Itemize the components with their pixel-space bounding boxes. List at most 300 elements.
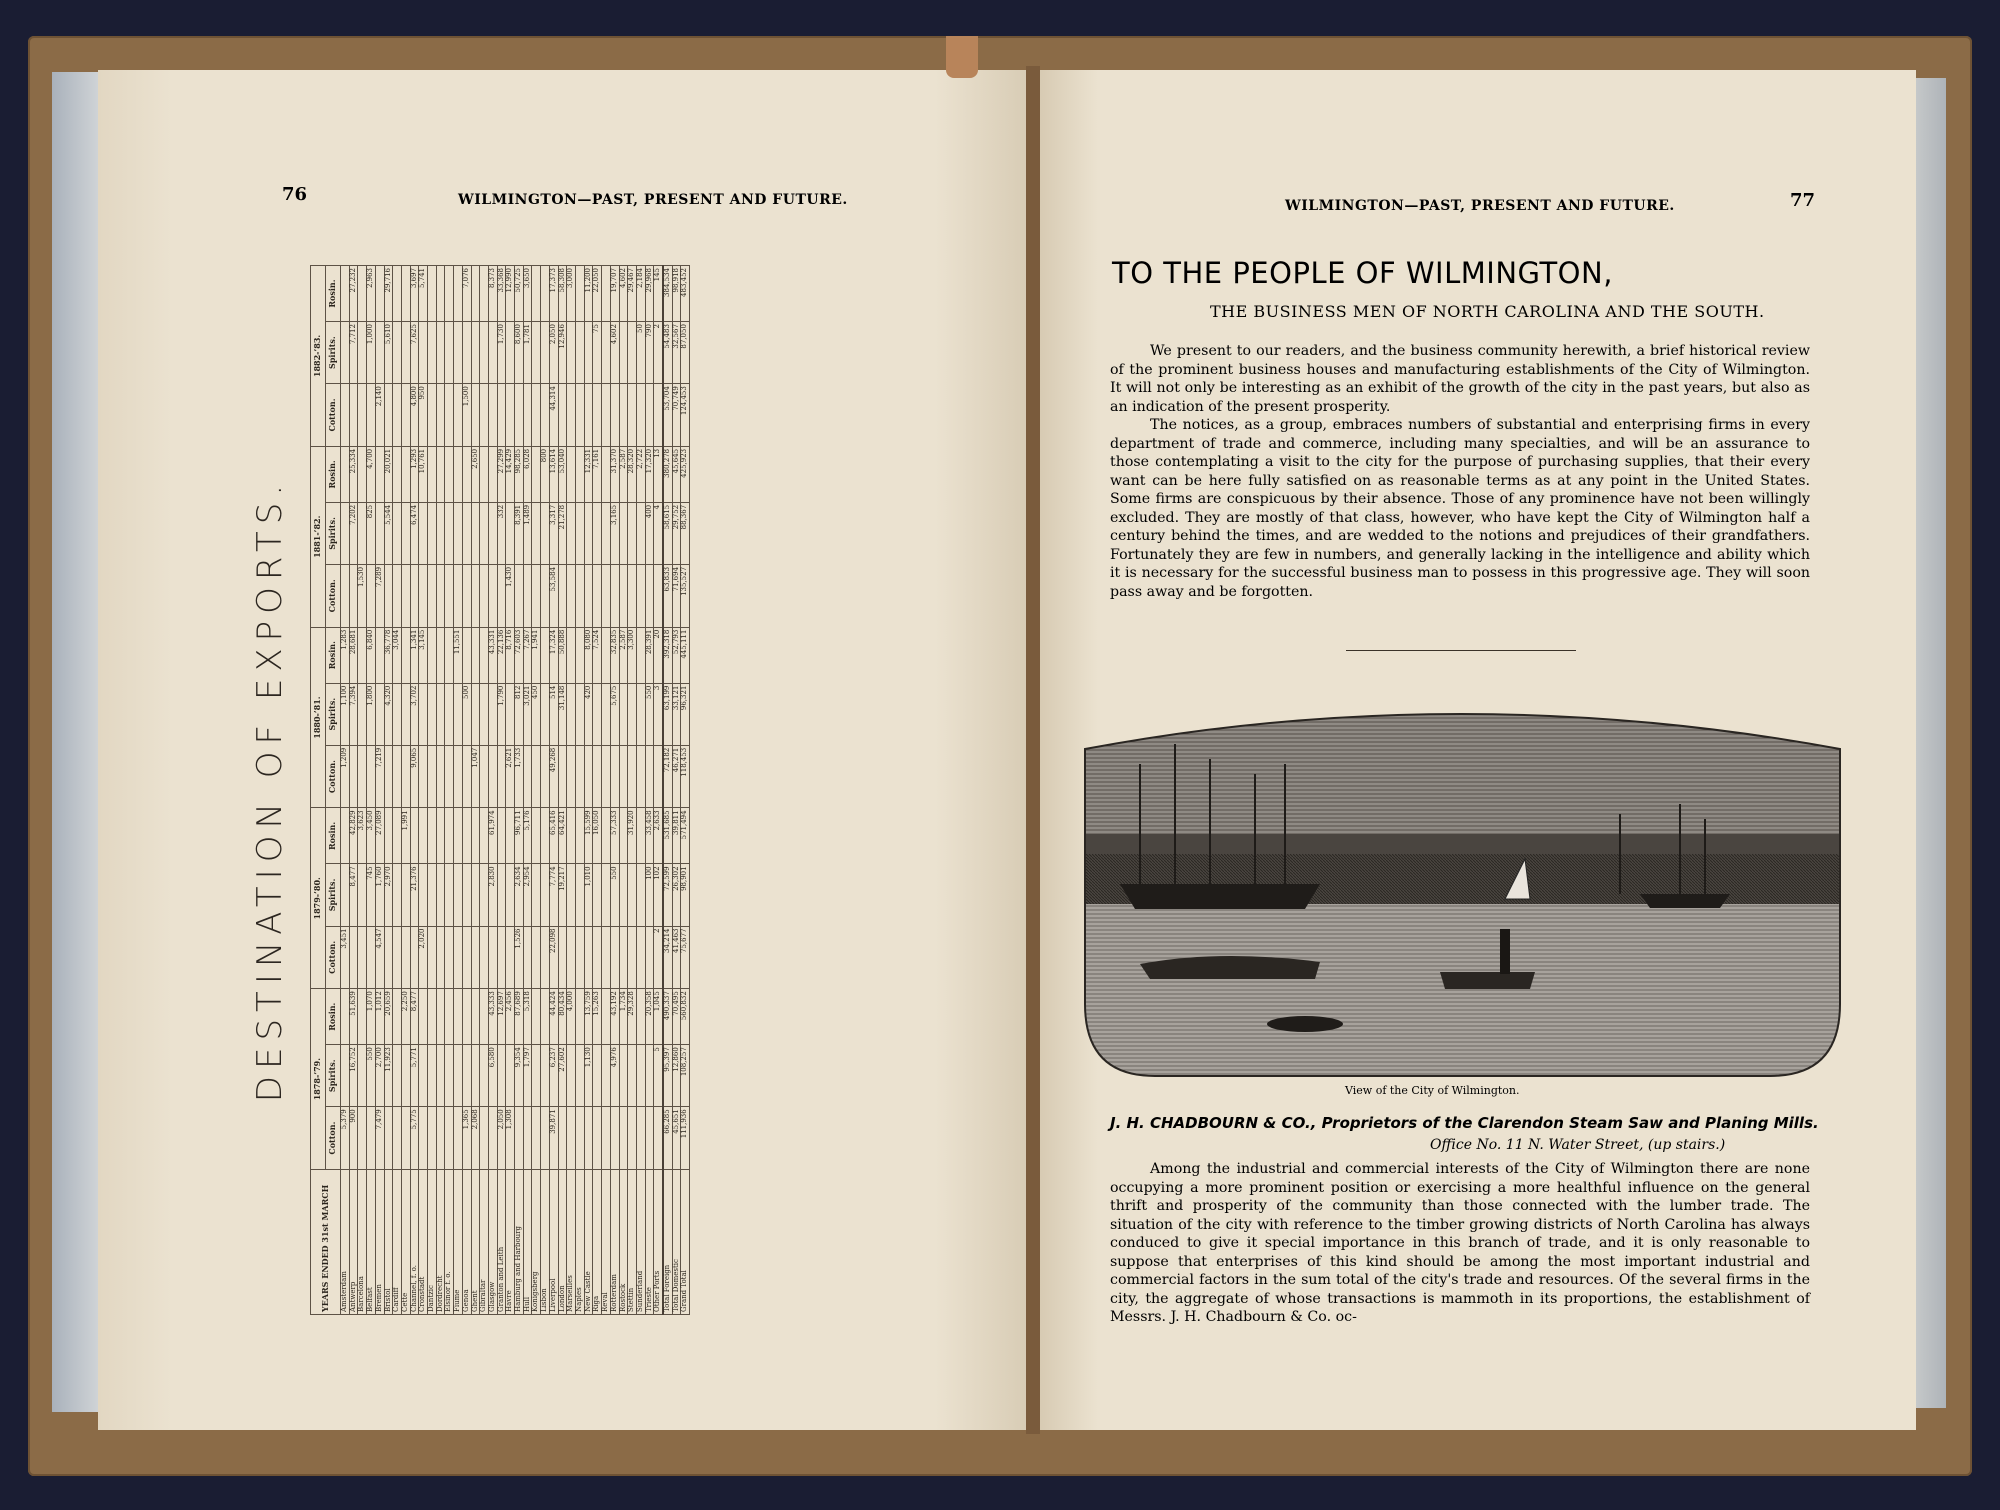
- intro-paragraph: We present to our readers, and the business community herewith, a brief historical review of the prominent business houses and manufacturing establishments of the City of Wilmington. It will not only be interesting as an exhibit of the growth of the city in the past years, but also as an indication of the present prosperity.: [1110, 343, 1810, 415]
- subcolumn-header: Spirits.: [326, 322, 341, 384]
- value-cell: [480, 564, 489, 627]
- table-row: [567, 266, 576, 1315]
- value-cell: [436, 989, 445, 1045]
- value-cell: 32,567: [672, 322, 681, 384]
- value-cell: [384, 564, 393, 627]
- value-cell: [532, 864, 541, 926]
- value-cell: 1,283: [341, 627, 350, 683]
- page-number-left: 76: [282, 184, 308, 205]
- value-cell: [462, 502, 471, 564]
- value-cell: [471, 808, 480, 864]
- value-cell: 4,000: [567, 989, 576, 1045]
- value-cell: 87,050: [681, 322, 690, 384]
- value-cell: 3,702: [410, 683, 419, 745]
- value-cell: 8,477: [410, 989, 419, 1045]
- firm-heading: J. H. CHADBOURN & CO., Proprietors of the Clarendon Steam Saw and Planing Mills.: [1110, 1114, 1819, 1132]
- value-cell: [471, 627, 480, 683]
- value-cell: [393, 683, 402, 745]
- value-cell: [610, 745, 619, 808]
- table-row: [436, 266, 445, 1315]
- value-cell: 31,148: [558, 683, 567, 745]
- value-cell: [532, 808, 541, 864]
- value-cell: 4,700: [367, 446, 376, 502]
- value-cell: 7,774: [549, 864, 558, 926]
- value-cell: [619, 384, 628, 447]
- value-cell: 17,373: [549, 266, 558, 322]
- value-cell: [619, 864, 628, 926]
- value-cell: [480, 384, 489, 447]
- value-cell: 5,775: [410, 1107, 419, 1170]
- value-cell: [619, 502, 628, 564]
- value-cell: 1,489: [523, 502, 532, 564]
- value-cell: [497, 926, 506, 989]
- value-cell: 44,424: [549, 989, 558, 1045]
- value-cell: 950: [419, 384, 428, 447]
- value-cell: 1,800: [367, 683, 376, 745]
- value-cell: 17,320: [645, 446, 654, 502]
- value-cell: [488, 683, 497, 745]
- value-cell: [602, 989, 611, 1045]
- value-cell: [401, 446, 410, 502]
- port-cell: Grand Total: [681, 1170, 690, 1315]
- value-cell: [454, 745, 463, 808]
- port-cell: Riga: [593, 1170, 602, 1315]
- value-cell: [602, 502, 611, 564]
- value-cell: 45,645: [672, 446, 681, 502]
- value-cell: [454, 926, 463, 989]
- value-cell: 26,302: [672, 864, 681, 926]
- value-cell: 20,358: [645, 989, 654, 1045]
- value-cell: [575, 926, 584, 989]
- value-cell: [480, 1107, 489, 1170]
- value-cell: 96,711: [515, 808, 524, 864]
- table-row: [663, 266, 672, 1315]
- value-cell: 5,176: [523, 808, 532, 864]
- value-cell: [401, 564, 410, 627]
- value-cell: 1,941: [532, 627, 541, 683]
- value-cell: [436, 1107, 445, 1170]
- value-cell: 5,379: [341, 1107, 350, 1170]
- value-cell: [445, 384, 454, 447]
- value-cell: [419, 1045, 428, 1107]
- value-cell: 4,602: [619, 266, 628, 322]
- value-cell: [532, 989, 541, 1045]
- value-cell: 11,551: [454, 627, 463, 683]
- value-cell: 14,429: [506, 446, 515, 502]
- table-row: [419, 266, 428, 1315]
- value-cell: [480, 502, 489, 564]
- value-cell: 43,333: [488, 989, 497, 1045]
- value-cell: 75: [593, 322, 602, 384]
- value-cell: 425,923: [681, 446, 690, 502]
- value-cell: 53,704: [663, 384, 672, 447]
- value-cell: 420: [584, 683, 593, 745]
- subcolumn-header: Spirits.: [326, 683, 341, 745]
- value-cell: 27,299: [497, 446, 506, 502]
- port-cell: Konigsberg: [532, 1170, 541, 1315]
- bookmark-ribbon: [946, 36, 978, 78]
- value-cell: [628, 864, 637, 926]
- value-cell: 108,257: [681, 1045, 690, 1107]
- value-cell: [602, 266, 611, 322]
- table-row: [358, 266, 367, 1315]
- table-title: DESTINATION OF EXPORTS.: [250, 477, 290, 1103]
- value-cell: [584, 384, 593, 447]
- value-cell: 72,599: [663, 864, 672, 926]
- value-cell: [454, 1045, 463, 1107]
- page-number-right: 77: [1790, 190, 1816, 211]
- value-cell: 29,328: [628, 989, 637, 1045]
- value-cell: 6,580: [488, 1045, 497, 1107]
- subcolumn-header: Rosin.: [326, 989, 341, 1045]
- value-cell: [497, 864, 506, 926]
- value-cell: 88,367: [681, 502, 690, 564]
- port-cell: New Castle: [584, 1170, 593, 1315]
- value-cell: [532, 322, 541, 384]
- port-cell: London: [558, 1170, 567, 1315]
- value-cell: [419, 322, 428, 384]
- port-cell: Genoa: [462, 1170, 471, 1315]
- value-cell: 571,494: [681, 808, 690, 864]
- value-cell: [401, 384, 410, 447]
- value-cell: 41,463: [672, 926, 681, 989]
- value-cell: [393, 864, 402, 926]
- value-cell: 2,020: [419, 926, 428, 989]
- table-row: [558, 266, 567, 1315]
- value-cell: 1,000: [367, 322, 376, 384]
- value-cell: 15,599: [584, 808, 593, 864]
- table-row: [593, 266, 602, 1315]
- port-cell: Marseilles: [567, 1170, 576, 1315]
- value-cell: [645, 1045, 654, 1107]
- port-cell: Belfast: [367, 1170, 376, 1315]
- value-cell: [567, 926, 576, 989]
- value-cell: [471, 989, 480, 1045]
- value-cell: 39,871: [549, 1107, 558, 1170]
- value-cell: [471, 926, 480, 989]
- value-cell: [619, 1107, 628, 1170]
- value-cell: [393, 322, 402, 384]
- value-cell: [436, 266, 445, 322]
- value-cell: 11,200: [584, 266, 593, 322]
- port-cell: Stettin: [628, 1170, 637, 1315]
- table-row: [384, 266, 393, 1315]
- value-cell: 13,614: [549, 446, 558, 502]
- value-cell: [593, 384, 602, 447]
- port-cell: Fiume: [454, 1170, 463, 1315]
- table-row: [672, 266, 681, 1315]
- value-cell: [419, 864, 428, 926]
- value-cell: 111,936: [681, 1107, 690, 1170]
- value-cell: 531,685: [663, 808, 672, 864]
- value-cell: [619, 745, 628, 808]
- value-cell: [401, 683, 410, 745]
- value-cell: [558, 926, 567, 989]
- value-cell: [567, 1045, 576, 1107]
- value-cell: 8,373: [488, 266, 497, 322]
- value-cell: 50,725: [515, 266, 524, 322]
- value-cell: [428, 864, 437, 926]
- value-cell: [384, 384, 393, 447]
- value-cell: 4,800: [410, 384, 419, 447]
- value-cell: [454, 446, 463, 502]
- value-cell: [349, 745, 358, 808]
- subcolumn-header: Cotton.: [326, 564, 341, 627]
- value-cell: [636, 1045, 645, 1107]
- value-cell: [645, 745, 654, 808]
- value-cell: [602, 808, 611, 864]
- value-cell: [515, 384, 524, 447]
- year-header-row: [311, 266, 326, 1315]
- value-cell: 1,209: [341, 745, 350, 808]
- value-cell: 8,600: [515, 322, 524, 384]
- table-row: [575, 266, 584, 1315]
- value-cell: [436, 502, 445, 564]
- value-cell: 28,681: [349, 627, 358, 683]
- value-cell: [341, 502, 350, 564]
- value-cell: 7,076: [462, 266, 471, 322]
- value-cell: [654, 745, 663, 808]
- value-cell: [428, 745, 437, 808]
- value-cell: 12,860: [672, 1045, 681, 1107]
- value-cell: 71,694: [672, 564, 681, 627]
- value-cell: 100: [645, 864, 654, 926]
- value-cell: 98,918: [672, 266, 681, 322]
- value-cell: [384, 1107, 393, 1170]
- port-cell: Liverpool: [549, 1170, 558, 1315]
- value-cell: [610, 564, 619, 627]
- value-cell: [480, 322, 489, 384]
- value-cell: 66,285: [663, 1107, 672, 1170]
- value-cell: 42,829: [349, 808, 358, 864]
- value-cell: [636, 683, 645, 745]
- value-cell: 5,741: [419, 266, 428, 322]
- table-row: [602, 266, 611, 1315]
- value-cell: [610, 384, 619, 447]
- value-cell: [602, 926, 611, 989]
- value-cell: [628, 745, 637, 808]
- value-cell: 7,219: [375, 745, 384, 808]
- value-cell: [515, 564, 524, 627]
- value-cell: [488, 446, 497, 502]
- value-cell: 445,111: [681, 627, 690, 683]
- value-cell: 11,923: [384, 1045, 393, 1107]
- value-cell: [523, 1107, 532, 1170]
- table-row: [393, 266, 402, 1315]
- value-cell: 9,065: [410, 745, 419, 808]
- value-cell: [532, 384, 541, 447]
- year-header: 1882-’83.: [311, 266, 326, 447]
- value-cell: 58,615: [663, 502, 672, 564]
- value-cell: 450: [532, 683, 541, 745]
- value-cell: [515, 1107, 524, 1170]
- value-cell: [584, 564, 593, 627]
- table-row: [428, 266, 437, 1315]
- table-row: [454, 266, 463, 1315]
- value-cell: 560,832: [681, 989, 690, 1045]
- value-cell: 3,000: [567, 266, 576, 322]
- value-cell: 1,734: [619, 989, 628, 1045]
- value-cell: [602, 384, 611, 447]
- port-cell: Rostock: [619, 1170, 628, 1315]
- value-cell: 7,394: [349, 683, 358, 745]
- value-cell: 5,318: [523, 989, 532, 1045]
- value-cell: 118,453: [681, 745, 690, 808]
- value-cell: 392,318: [663, 627, 672, 683]
- value-cell: [567, 745, 576, 808]
- value-cell: 4: [654, 502, 663, 564]
- value-cell: [445, 989, 454, 1045]
- value-cell: 21,376: [410, 864, 419, 926]
- value-cell: [575, 683, 584, 745]
- value-cell: [602, 1107, 611, 1170]
- value-cell: [341, 808, 350, 864]
- value-cell: 5,610: [384, 322, 393, 384]
- value-cell: 53,584: [549, 564, 558, 627]
- value-cell: [401, 864, 410, 926]
- subcolumn-header: Cotton.: [326, 926, 341, 989]
- value-cell: 29,752: [672, 502, 681, 564]
- value-cell: 6,237: [549, 1045, 558, 1107]
- port-cell: Bremen: [375, 1170, 384, 1315]
- value-cell: [645, 926, 654, 989]
- value-cell: [602, 446, 611, 502]
- value-cell: [445, 864, 454, 926]
- value-cell: [480, 446, 489, 502]
- exports-table-rotated: [250, 265, 860, 1315]
- value-cell: 384,534: [663, 266, 672, 322]
- value-cell: 28,320: [628, 446, 637, 502]
- value-cell: 45,651: [672, 1107, 681, 1170]
- value-cell: [436, 627, 445, 683]
- value-cell: [575, 322, 584, 384]
- value-cell: [602, 683, 611, 745]
- value-cell: [428, 683, 437, 745]
- value-cell: 7,202: [349, 502, 358, 564]
- value-cell: 50: [636, 322, 645, 384]
- value-cell: 75,677: [681, 926, 690, 989]
- value-cell: [436, 1045, 445, 1107]
- table-row: [462, 266, 471, 1315]
- port-cell: Reval: [602, 1170, 611, 1315]
- port-cell: Glasgow: [488, 1170, 497, 1315]
- value-cell: 13,759: [584, 989, 593, 1045]
- value-cell: 1,130: [584, 1045, 593, 1107]
- value-cell: 3: [654, 683, 663, 745]
- value-cell: 43,192: [610, 989, 619, 1045]
- value-cell: [436, 384, 445, 447]
- value-cell: [375, 627, 384, 683]
- value-cell: [428, 502, 437, 564]
- value-cell: 1,790: [497, 683, 506, 745]
- value-cell: 124,453: [681, 384, 690, 447]
- value-cell: 1,365: [462, 1107, 471, 1170]
- value-cell: [628, 1045, 637, 1107]
- value-cell: 1,308: [506, 1107, 515, 1170]
- value-cell: [367, 745, 376, 808]
- value-cell: [393, 1107, 402, 1170]
- subcolumn-header: Spirits.: [326, 864, 341, 926]
- value-cell: 53,040: [558, 446, 567, 502]
- value-cell: 1,047: [471, 745, 480, 808]
- value-cell: [358, 745, 367, 808]
- table-row: [681, 266, 690, 1315]
- value-cell: 15,263: [593, 989, 602, 1045]
- value-cell: 17,324: [549, 627, 558, 683]
- notices-paragraph: The notices, as a group, embraces numbers of substantial and enterprising firms in every department of trade and commerce, including many specialties, and will be an assurance to those contemplating a visit to the city for the purpose of purchasing supplies, that their every want can be here fully satisfied on as reasonable terms as at any point in the United States. Some firms are conspicuous by their absence. Those of any prominence have not been willingly excluded. They are mostly of that class, however, who have kept the City of Wilmington half a century behind the times, and are wedded to the notions and prejudices of their grandfathers. Fortunately they are few in numbers, and generally lacking in the intelligence and ability which it is necessary for the successful business man to possess in this progressive age. They will soon pass away and be forgotten.: [1110, 417, 1810, 600]
- value-cell: 102: [654, 864, 663, 926]
- table-row: [497, 266, 506, 1315]
- value-cell: 96,321: [681, 683, 690, 745]
- table-row: [541, 266, 550, 1315]
- value-cell: [636, 926, 645, 989]
- value-cell: [445, 502, 454, 564]
- value-cell: [480, 745, 489, 808]
- value-cell: 1,760: [375, 864, 384, 926]
- table-row: [636, 266, 645, 1315]
- value-cell: 13: [654, 446, 663, 502]
- value-cell: [488, 745, 497, 808]
- value-cell: [636, 627, 645, 683]
- table-row: [480, 266, 489, 1315]
- value-cell: 825: [367, 502, 376, 564]
- value-cell: 3,317: [549, 502, 558, 564]
- value-cell: 4,320: [384, 683, 393, 745]
- port-cell: Cronstadt: [419, 1170, 428, 1315]
- value-cell: [575, 627, 584, 683]
- value-cell: [428, 989, 437, 1045]
- value-cell: 1,293: [410, 446, 419, 502]
- port-cell: Total Foreign: [663, 1170, 672, 1315]
- value-cell: [393, 745, 402, 808]
- value-cell: [636, 564, 645, 627]
- value-cell: 64,421: [558, 808, 567, 864]
- subcolumn-header: Rosin.: [326, 266, 341, 322]
- value-cell: [628, 384, 637, 447]
- value-cell: [375, 446, 384, 502]
- value-cell: [584, 745, 593, 808]
- value-cell: [419, 808, 428, 864]
- table-row: [654, 266, 663, 1315]
- value-cell: 8,716: [506, 627, 515, 683]
- value-cell: 900: [349, 1107, 358, 1170]
- value-cell: [636, 384, 645, 447]
- value-cell: [480, 926, 489, 989]
- value-cell: 1,010: [584, 864, 593, 926]
- value-cell: 22,050: [593, 266, 602, 322]
- value-cell: 7,289: [375, 564, 384, 627]
- subcolumn-header: Rosin.: [326, 808, 341, 864]
- value-cell: [645, 1107, 654, 1170]
- value-cell: 2,650: [471, 446, 480, 502]
- value-cell: [419, 683, 428, 745]
- value-cell: [471, 564, 480, 627]
- table-row: [341, 266, 350, 1315]
- value-cell: 50,888: [558, 627, 567, 683]
- value-cell: [454, 502, 463, 564]
- book-gutter: [1026, 66, 1040, 1434]
- value-cell: [654, 384, 663, 447]
- port-cell: Other Ports: [654, 1170, 663, 1315]
- value-cell: 514: [549, 683, 558, 745]
- table-row: [619, 266, 628, 1315]
- value-cell: [567, 1107, 576, 1170]
- value-cell: 1,012: [375, 989, 384, 1045]
- subcolumn-header: Rosin.: [326, 627, 341, 683]
- value-cell: [428, 322, 437, 384]
- value-cell: [567, 808, 576, 864]
- value-cell: 3,697: [410, 266, 419, 322]
